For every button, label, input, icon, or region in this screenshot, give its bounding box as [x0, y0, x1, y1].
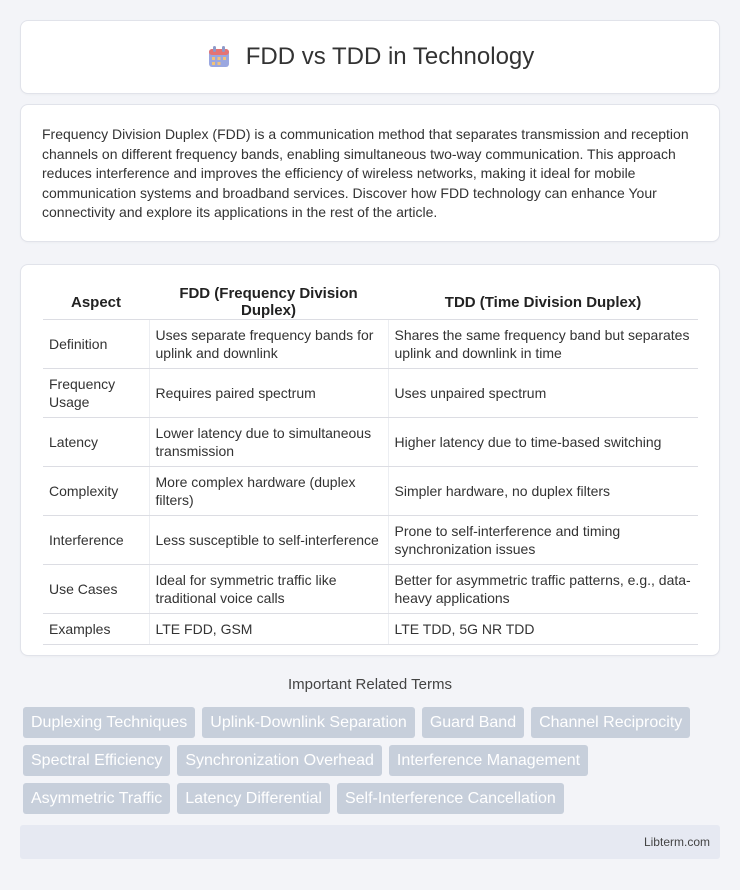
- intro-card: [20, 104, 720, 242]
- cell-fdd: More complex hardware (duplex filters): [149, 467, 388, 516]
- cell-tdd: Shares the same frequency band but separates uplink and downlink in time: [388, 320, 698, 369]
- comparison-table: [43, 285, 698, 645]
- header-aspect: Aspect: [43, 285, 149, 320]
- cell-fdd: LTE FDD, GSM: [149, 614, 388, 645]
- cell-tdd: Prone to self-interference and timing synchronization issues: [388, 516, 698, 565]
- cell-fdd: Lower latency due to simultaneous transmission: [149, 418, 388, 467]
- tag-synchronization-overhead[interactable]: Synchronization Overhead: [177, 745, 382, 776]
- related-terms-title: Important Related Terms: [288, 676, 452, 693]
- tag-uplink-downlink-separation[interactable]: Uplink-Downlink Separation: [202, 707, 415, 738]
- cell-aspect: Definition: [43, 320, 149, 369]
- tag-channel-reciprocity[interactable]: Channel Reciprocity: [531, 707, 690, 738]
- cell-fdd: Ideal for symmetric traffic like traditional voice calls: [149, 565, 388, 614]
- table-row: [43, 516, 698, 565]
- header-tdd: TDD (Time Division Duplex): [388, 285, 698, 320]
- calendar-icon: [206, 44, 232, 70]
- cell-aspect: Interference: [43, 516, 149, 565]
- tag-asymmetric-traffic[interactable]: Asymmetric Traffic: [23, 783, 170, 814]
- tag-self-interference-cancellation[interactable]: Self-Interference Cancellation: [337, 783, 564, 814]
- cell-aspect: Use Cases: [43, 565, 149, 614]
- table-row: [43, 418, 698, 467]
- tag-interference-management[interactable]: Interference Management: [389, 745, 588, 776]
- comparison-card: [20, 264, 720, 656]
- cell-fdd: Uses separate frequency bands for uplink and downlink: [149, 320, 388, 369]
- cell-aspect: Latency: [43, 418, 149, 467]
- cell-aspect: Examples: [43, 614, 149, 645]
- table-row: [43, 614, 698, 645]
- header-fdd: FDD (Frequency Division Duplex): [149, 285, 388, 320]
- tag-guard-band[interactable]: Guard Band: [422, 707, 524, 738]
- cell-aspect: Complexity: [43, 467, 149, 516]
- cell-tdd: LTE TDD, 5G NR TDD: [388, 614, 698, 645]
- intro-text: Frequency Division Duplex (FDD) is a communication method that separates transmission and reception channels on different frequency bands, enabling simultaneous two-way communication. This approach reduces interference and improves the efficiency of wireless networks, making it ideal for mobile communication systems and broadband services. Discover how FDD technology can enhance Your connectivity and explore its applications in the rest of the article.: [42, 126, 689, 221]
- table-row: [43, 320, 698, 369]
- table-row: [43, 467, 698, 516]
- table-header-row: [43, 285, 698, 320]
- cell-fdd: Less susceptible to self-interference: [149, 516, 388, 565]
- header-card: [20, 20, 720, 94]
- tag-row: [23, 707, 723, 738]
- cell-tdd: Uses unpaired spectrum: [388, 369, 698, 418]
- tag-spectral-efficiency[interactable]: Spectral Efficiency: [23, 745, 170, 776]
- table-row: [43, 369, 698, 418]
- cell-fdd: Requires paired spectrum: [149, 369, 388, 418]
- cell-tdd: Simpler hardware, no duplex filters: [388, 467, 698, 516]
- related-terms: [23, 707, 723, 821]
- footer: [20, 825, 720, 859]
- tag-row: [23, 745, 723, 776]
- cell-tdd: Better for asymmetric traffic patterns, e.g., data-heavy applications: [388, 565, 698, 614]
- tag-row: [23, 783, 723, 814]
- tag-duplexing-techniques[interactable]: Duplexing Techniques: [23, 707, 195, 738]
- cell-tdd: Higher latency due to time-based switching: [388, 418, 698, 467]
- cell-aspect: Frequency Usage: [43, 369, 149, 418]
- table-row: [43, 565, 698, 614]
- tag-latency-differential[interactable]: Latency Differential: [177, 783, 330, 814]
- page-title: FDD vs TDD in Technology: [245, 43, 535, 70]
- footer-link[interactable]: Libterm.com: [643, 835, 710, 849]
